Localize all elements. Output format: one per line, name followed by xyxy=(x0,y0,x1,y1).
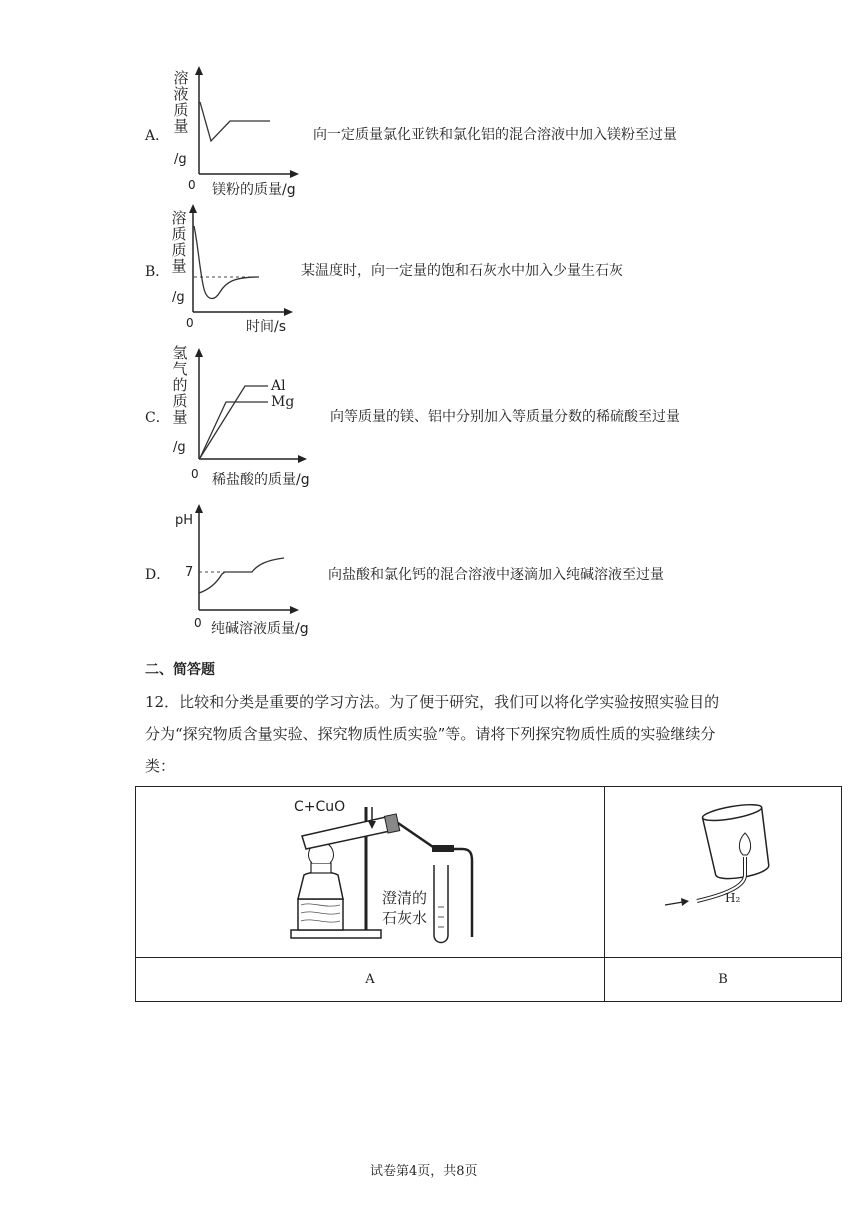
series-label-al: Al xyxy=(271,378,286,394)
experiment-a-label: A xyxy=(136,958,605,1002)
option-description: 向盐酸和氯化钙的混合溶液中逐滴加入纯碱溶液至过量 xyxy=(328,567,664,583)
curve xyxy=(194,226,259,298)
question-line: 12．比较和分类是重要的学习方法。为了便于研究，我们可以将化学实验按照实验目的 xyxy=(145,693,720,711)
x-axis-label: 纯碱溶液质量/g xyxy=(211,621,309,637)
graph-b xyxy=(184,204,294,316)
question-12 xyxy=(145,686,735,782)
option-letter: D． xyxy=(145,567,171,583)
question-line: 分为“探究物质含量实验、探究物质性质实验”等。请将下列探究物质性质的实验继续分 xyxy=(145,725,716,743)
curve xyxy=(199,558,284,593)
experiment-table xyxy=(135,786,842,1002)
origin-label: 0 xyxy=(194,616,202,630)
option-letter: C． xyxy=(145,410,170,426)
carbon-copper-oxide-apparatus xyxy=(136,787,604,957)
graph-d xyxy=(190,504,302,614)
x-axis-label: 稀盐酸的质量/g xyxy=(212,472,310,488)
y-axis-label: 溶 液 质 量 xyxy=(173,69,189,135)
y-axis-unit: /g xyxy=(173,440,186,455)
curve xyxy=(200,102,270,141)
option-letter: B． xyxy=(145,264,170,280)
y-axis-unit: /g xyxy=(172,290,185,305)
y-axis-label: 溶 质 质 量 xyxy=(171,209,187,275)
gas-label: H₂ xyxy=(725,891,741,905)
experiment-b-image-cell xyxy=(605,787,842,958)
limewater-label: 石灰水 xyxy=(382,909,428,927)
option-description: 向一定质量氯化亚铁和氯化铝的混合溶液中加入镁粉至过量 xyxy=(313,127,677,143)
x-axis-label: 时间/s xyxy=(246,319,287,335)
experiment-a-image-cell xyxy=(136,787,605,958)
question-line: 类： xyxy=(145,757,176,775)
series-al-line xyxy=(200,386,268,458)
y-axis-label: pH xyxy=(175,513,194,528)
y-axis-label: 氢 气 的 质 量 xyxy=(172,344,188,426)
limewater-label: 澄清的 xyxy=(382,889,428,907)
x-axis-label: 镁粉的质量/g xyxy=(212,182,296,198)
graph-a xyxy=(190,66,300,178)
section-title: 二、简答题 xyxy=(145,662,215,678)
origin-label: 0 xyxy=(191,467,199,481)
y-axis-unit: /g xyxy=(174,152,187,167)
option-description: 向等质量的镁、铝中分别加入等质量分数的稀硫酸至过量 xyxy=(330,409,680,425)
y-tick-label: 7 xyxy=(185,565,194,580)
origin-label: 0 xyxy=(186,316,194,330)
series-mg-line xyxy=(200,402,268,458)
series-label-mg: Mg xyxy=(271,394,295,410)
option-description: 某温度时，向一定量的饱和石灰水中加入少量生石灰 xyxy=(301,263,623,279)
option-letter: A． xyxy=(145,128,170,144)
reactants-label: C+CuO xyxy=(294,799,346,815)
page-footer: 试卷第4页，共8页 xyxy=(370,1164,478,1179)
hydrogen-combustion-apparatus xyxy=(605,787,841,957)
experiment-b-label: B xyxy=(605,958,842,1002)
origin-label: 0 xyxy=(188,178,196,192)
